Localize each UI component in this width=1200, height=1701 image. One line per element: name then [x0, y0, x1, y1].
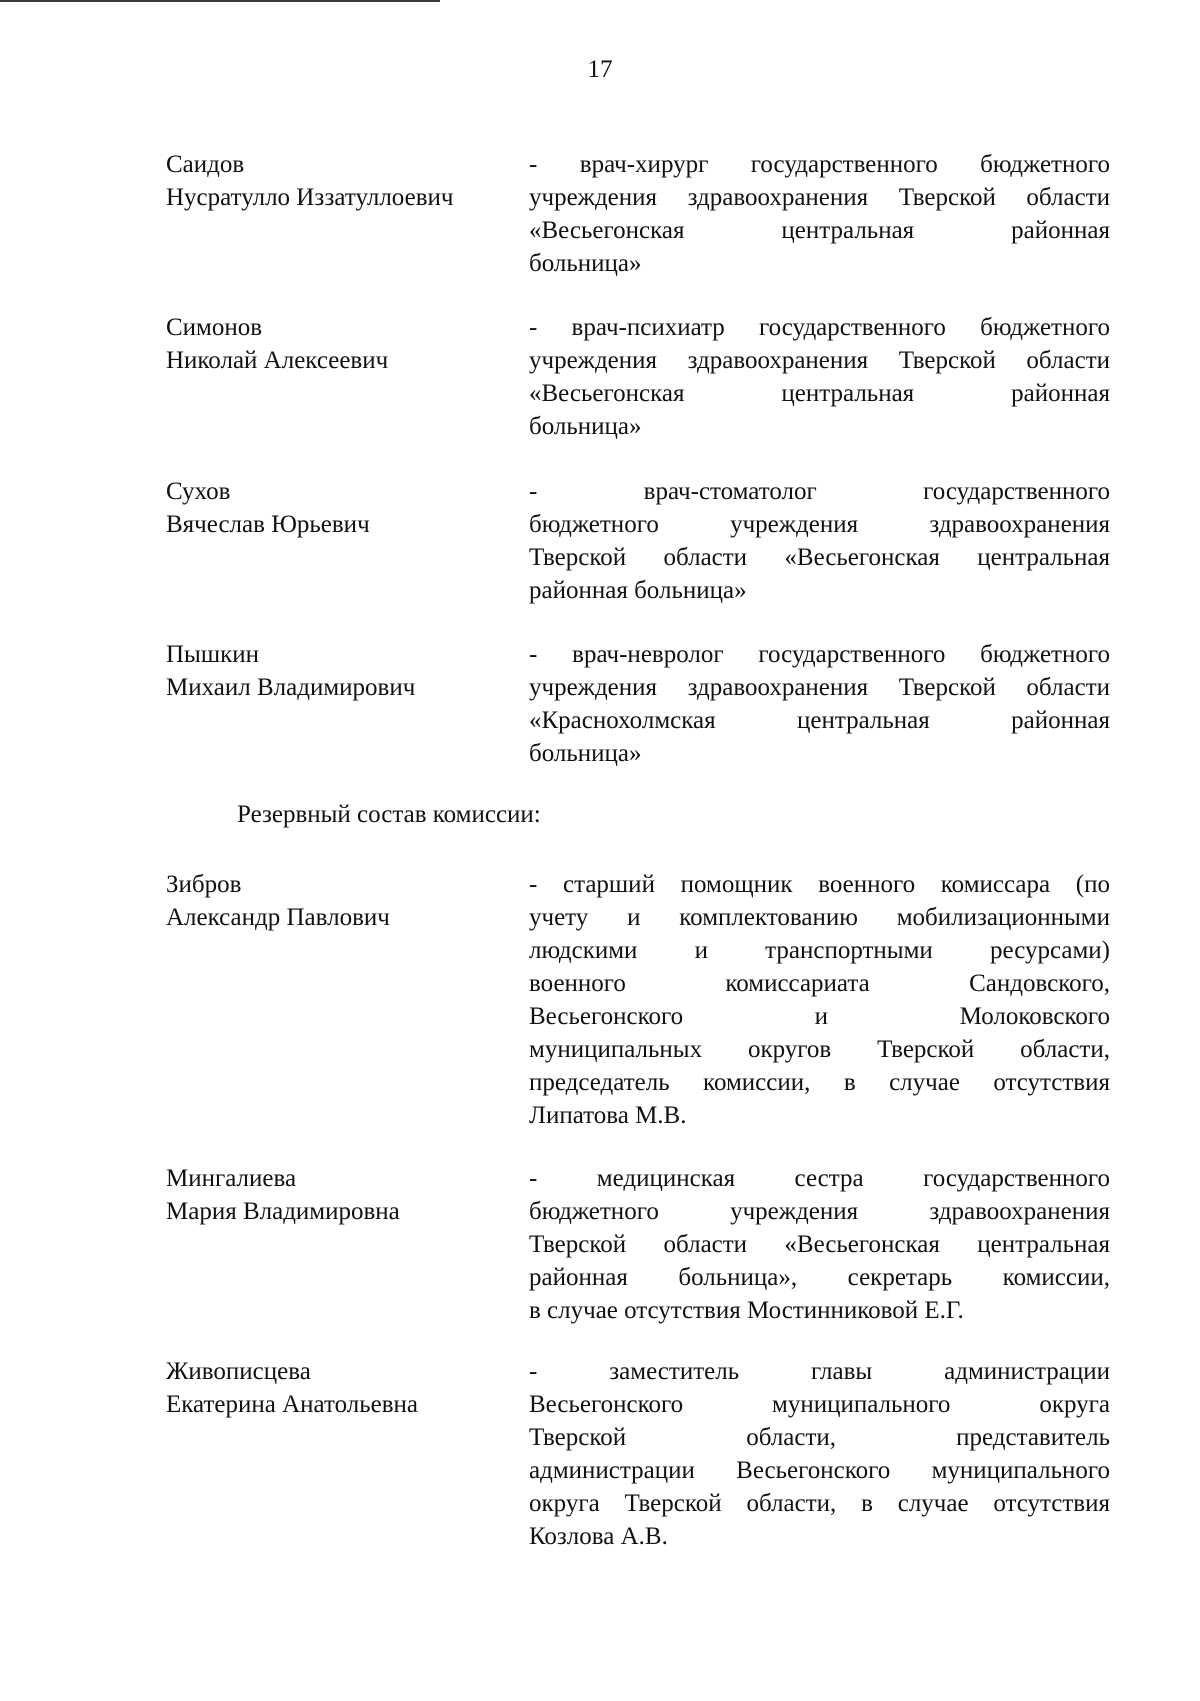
position-line: администрации Весьегонского муниципального — [529, 1457, 1110, 1484]
position-line: Тверской области «Весьегонская центральная — [529, 544, 1110, 571]
member-position — [529, 311, 1110, 443]
position-line: округа Тверской области, в случае отсутствия — [529, 1490, 1110, 1517]
position-line: Липатова М.В. — [529, 1102, 687, 1129]
position-line: «Весьегонская центральная районная — [529, 380, 1110, 407]
member-surname: Мингалиева — [166, 1165, 297, 1192]
member-given-names: Николай Алексеевич — [166, 347, 389, 374]
member-surname: Сухов — [166, 478, 231, 505]
member-name — [166, 868, 526, 934]
position-line: военного комиссариата Сандовского, — [529, 970, 1110, 997]
position-line: учреждения здравоохранения Тверской области — [529, 674, 1110, 701]
position-line: - заместитель главы администрации — [529, 1358, 1110, 1385]
position-line: бюджетного учреждения здравоохранения — [529, 1198, 1110, 1225]
member-given-names: Мария Владимировна — [166, 1198, 400, 1225]
position-line: учреждения здравоохранения Тверской области — [529, 184, 1110, 211]
position-line: людскими и транспортными ресурсами) — [529, 937, 1110, 964]
position-line: - врач-невролог государственного бюджетного — [529, 641, 1110, 668]
page-number: 17 — [587, 56, 613, 83]
member-given-names: Михаил Владимирович — [166, 674, 416, 701]
member-given-names: Екатерина Анатольевна — [166, 1391, 419, 1418]
position-line: - медицинская сестра государственного — [529, 1165, 1110, 1192]
position-line: - старший помощник военного комиссара (по — [529, 871, 1110, 898]
position-line: учету и комплектованию мобилизационными — [529, 904, 1110, 931]
position-line: Козлова А.В. — [529, 1523, 668, 1550]
member-name — [166, 1162, 526, 1228]
position-line: районная больница», секретарь комиссии, — [529, 1264, 1110, 1291]
position-line: - врач-психиатр государственного бюджетного — [529, 314, 1110, 341]
position-line: больница» — [529, 250, 642, 277]
member-name — [166, 475, 526, 541]
member-name — [166, 311, 526, 377]
member-name — [166, 638, 526, 704]
member-position — [529, 1355, 1110, 1553]
member-surname: Зибров — [166, 871, 242, 898]
member-name — [166, 148, 526, 214]
position-line: - врач-хирург государственного бюджетного — [529, 151, 1110, 178]
position-line: больница» — [529, 740, 642, 767]
position-line: Весьегонского и Молоковского — [529, 1003, 1110, 1030]
position-line: учреждения здравоохранения Тверской области — [529, 347, 1110, 374]
position-line: - врач-стоматолог государственного — [529, 478, 1110, 505]
member-name — [166, 1355, 526, 1421]
member-surname: Саидов — [166, 151, 245, 178]
member-given-names: Александр Павлович — [166, 904, 390, 931]
member-position — [529, 475, 1110, 607]
position-line: бюджетного учреждения здравоохранения — [529, 511, 1110, 538]
position-line: «Весьегонская центральная районная — [529, 217, 1110, 244]
position-line: больница» — [529, 413, 642, 440]
member-given-names: Вячеслав Юрьевич — [166, 511, 370, 538]
position-line: «Краснохолмская центральная районная — [529, 707, 1110, 734]
member-position — [529, 148, 1110, 280]
position-line: Тверской области «Весьегонская центральная — [529, 1231, 1110, 1258]
member-surname: Пышкин — [166, 641, 260, 668]
reserve-heading: Резервный состав комиссии: — [237, 801, 541, 828]
member-position — [529, 868, 1110, 1132]
scan-edge-line — [0, 0, 440, 2]
position-line: Весьегонского муниципального округа — [529, 1391, 1110, 1418]
member-given-names: Нусратулло Иззатуллоевич — [166, 184, 454, 211]
position-line: председатель комиссии, в случае отсутствия — [529, 1069, 1110, 1096]
position-line: районная больница» — [529, 577, 747, 604]
position-line: Тверской области, представитель — [529, 1424, 1110, 1451]
position-line: муниципальных округов Тверской области, — [529, 1036, 1110, 1063]
position-line: в случае отсутствия Мостинниковой Е.Г. — [529, 1297, 964, 1324]
member-surname: Живописцева — [166, 1358, 311, 1385]
member-position — [529, 1162, 1110, 1327]
member-position — [529, 638, 1110, 770]
member-surname: Симонов — [166, 314, 263, 341]
